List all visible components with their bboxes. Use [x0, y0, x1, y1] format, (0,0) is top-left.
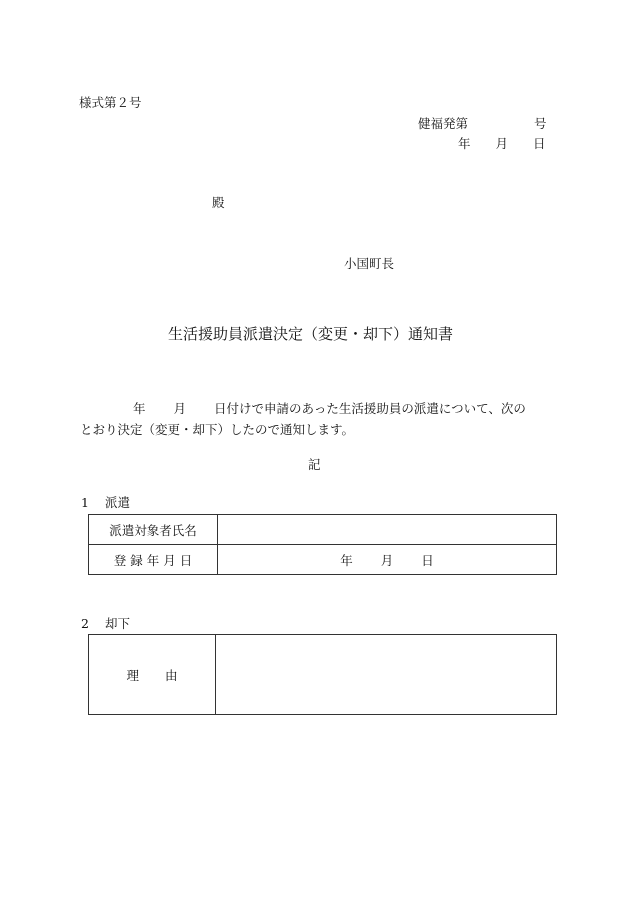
date-month-label: 月	[495, 136, 509, 151]
addressee-honorific: 殿	[212, 195, 225, 210]
body-month-label: 月	[173, 401, 187, 416]
table-row	[89, 635, 557, 715]
document-number-suffix: 号	[534, 116, 547, 131]
registration-day-label: 日	[421, 552, 434, 568]
registration-date-field[interactable]	[218, 545, 557, 575]
section2-heading	[81, 618, 130, 631]
section2-number: 2	[81, 616, 89, 631]
reason-label-char-1: 理	[126, 667, 139, 683]
date-year-label: 年	[458, 136, 471, 151]
body-paragraph	[80, 398, 560, 440]
date-day-label: 日	[533, 136, 546, 151]
dispatch-name-field[interactable]	[218, 515, 557, 545]
section1-heading	[81, 497, 130, 510]
reason-field[interactable]	[216, 635, 557, 715]
reason-label-char-2: 由	[165, 667, 178, 683]
document-number-prefix: 健福発第	[418, 116, 469, 131]
section1-title: 派遣	[104, 495, 130, 510]
ki-marker: 記	[308, 457, 321, 472]
table-row	[89, 515, 557, 545]
form-number: 様式第２号	[79, 95, 142, 110]
section2-title: 却下	[104, 616, 130, 631]
body-text-line1: 日付けで申請のあった生活援助員の派遣について、次の	[214, 401, 526, 416]
document-number-line	[418, 118, 547, 131]
document-date-line	[458, 138, 546, 151]
registration-month-label: 月	[380, 552, 394, 568]
document-title: 生活援助員派遣決定（変更・却下）通知書	[168, 325, 454, 343]
dispatch-name-label: 派遣対象者氏名	[89, 515, 218, 545]
registration-year-label: 年	[340, 552, 353, 568]
body-text-line2: とおり決定（変更・却下）したので通知します。	[80, 422, 355, 437]
body-year-label: 年	[133, 401, 146, 416]
reason-label	[89, 635, 216, 715]
section1-number: 1	[81, 495, 89, 510]
rejection-table	[88, 634, 557, 715]
table-row	[89, 545, 557, 575]
sender-name: 小国町長	[344, 256, 395, 271]
dispatch-table	[88, 514, 557, 575]
registration-date-label: 登 録 年 月 日	[89, 545, 218, 575]
